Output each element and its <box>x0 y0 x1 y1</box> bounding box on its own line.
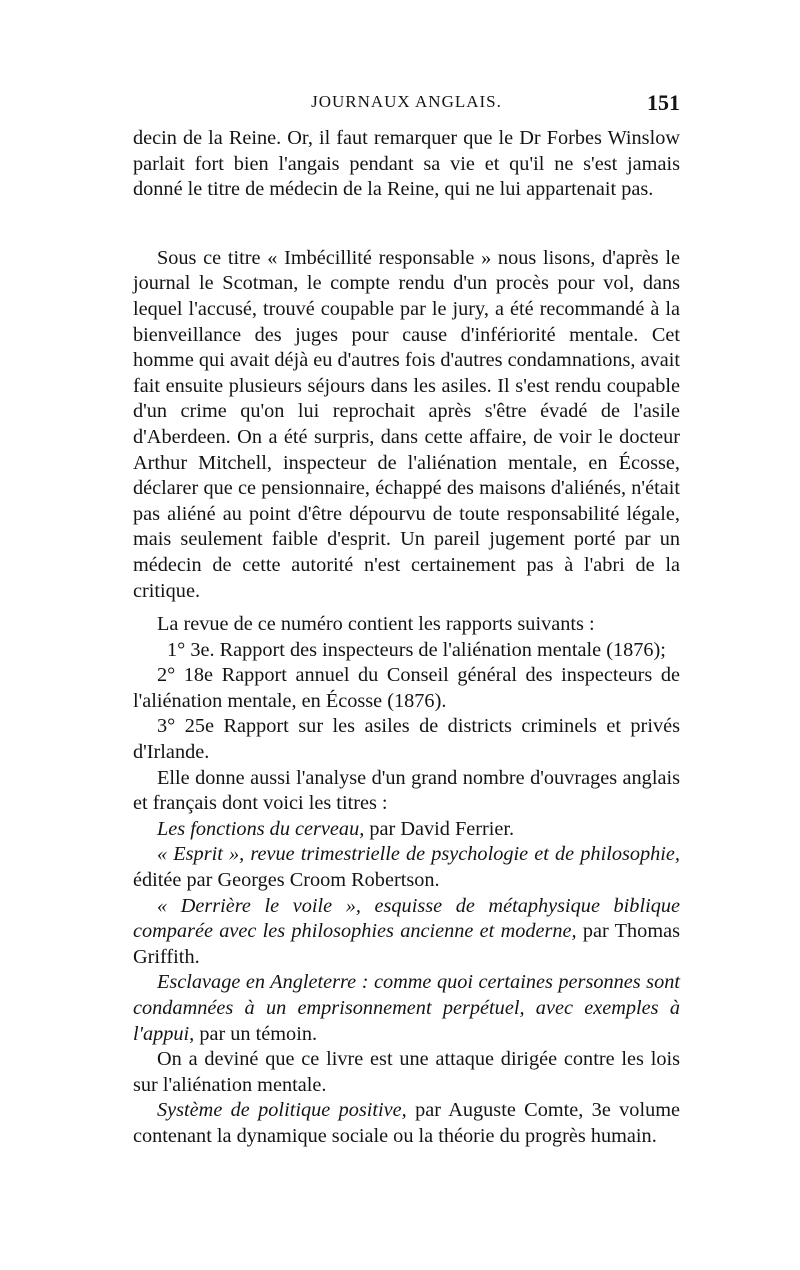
paragraph-imbecillite: Sous ce titre « Imbécillité responsable » nous lisons, d'après le journal le Scotman, le compte rendu d'un procès pour vol, dans lequel l'accusé, trouvé coupable par le jury, a été recommandé à la bienveillance des juges pour cause d'infériorité mentale. Cet homme qui avait déjà eu d'autres fois d'autres condamnations, avait fait ensuite plusieurs séjours dans les asiles. Il s'est rendu coupable d'un crime qu'on lui reprochait après s'être évadé de l'asile d'Aberdeen. On a été surpris, dans cette affaire, de voir le docteur Arthur Mitchell, inspecteur de l'aliénation mentale, en Écosse, déclarer que ce pensionnaire, échappé des maisons d'aliénés, n'était pas aliéné au point d'être dépourvu de toute responsabilité légale, mais seulement faible d'esprit. Un pareil jugement porté par un médecin de cette autorité n'est certainement pas à l'abri de la critique. <box>133 246 680 602</box>
paragraph-revue-intro: La revue de ce numéro contient les rapports suivants : <box>157 613 595 636</box>
book-title: « Esprit », revue trimestrielle de psychologie et de philosophie, <box>157 843 680 866</box>
book-entry-esprit <box>133 842 680 893</box>
page-header <box>133 90 680 120</box>
paragraph-commentaire: On a deviné que ce livre est une attaque dirigée contre les lois sur l'aliénation mentale. <box>133 1048 680 1096</box>
book-title: « Derrière le voile », esquisse de métaphysique biblique comparée avec les philosophies ancienne et moderne, <box>133 894 680 943</box>
list-item-report-3: 3° 25e Rapport sur les asiles de districts criminels et privés d'Irlande. <box>133 715 680 764</box>
book-author: éditée par Georges Croom Robertson. <box>133 869 440 892</box>
page-body <box>133 126 680 1150</box>
book-author: par David Ferrier. <box>364 817 515 840</box>
page-number: 151 <box>647 90 680 115</box>
book-title: Esclavage en Angleterre : comme quoi certaines personnes sont condamnées à un emprisonnement perpétuel, avec exemples à l'appui, <box>133 971 680 1045</box>
book-author: par un témoin. <box>194 1022 318 1045</box>
paragraph-continued: decin de la Reine. Or, il faut remarquer que le Dr Forbes Winslow parlait fort bien l'angais pendant sa vie et qu'il ne s'est jamais donné le titre de médecin de la Reine, qui ne lui appartenait pas. <box>133 127 680 201</box>
book-entry-esclavage <box>133 970 680 1047</box>
list-item-report-2: 2° 18e Rapport annuel du Conseil général des inspecteurs de l'aliénation mentale, en Écosse (1876). <box>133 664 680 712</box>
book-title: Système de politique positive, <box>157 1099 407 1122</box>
paragraph-analyses: Elle donne aussi l'analyse d'un grand nombre d'ouvrages anglais et français dont voici les titres : <box>133 766 680 815</box>
book-entry-cerveau <box>133 817 680 843</box>
book-entry-comte <box>133 1098 680 1149</box>
book-title: Les fonctions du cerveau, <box>157 817 365 840</box>
book-entry-voile <box>133 894 680 971</box>
list-item-report-1: 1° 3e. Rapport des inspecteurs de l'aliénation mentale (1876); <box>167 638 666 661</box>
book-author: par Thomas Griffith. <box>133 920 680 968</box>
book-author: par Auguste Comte, 3e volume contenant la dynamique sociale ou la théorie du progrès humain. <box>133 1099 680 1147</box>
running-title: JOURNAUX ANGLAIS. <box>311 92 502 111</box>
